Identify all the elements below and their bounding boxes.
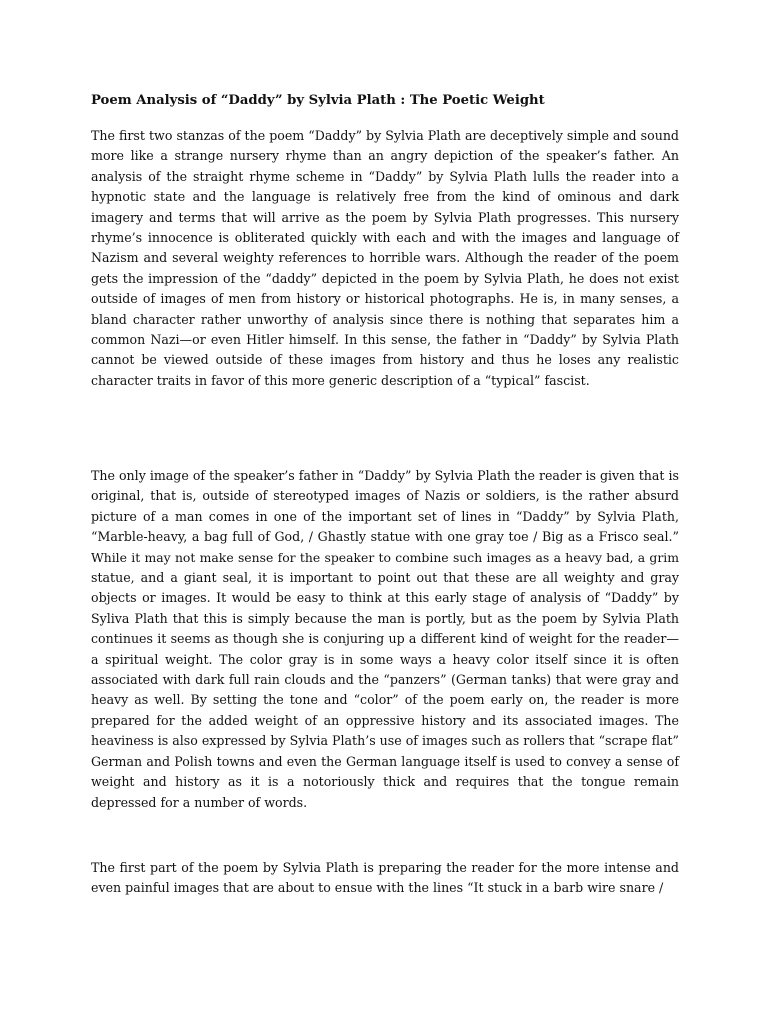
- paragraph-line: common Nazi—or even Hitler himself. In this sense, the father in “Daddy” by Sylvia Plath: [91, 332, 679, 348]
- paragraph-line: The first two stanzas of the poem “Daddy” by Sylvia Plath are deceptively simple and sound: [91, 128, 679, 143]
- paragraph-line: hypnotic state and the language is relatively free from the kind of ominous and dark: [91, 189, 679, 205]
- paragraph-line: gets the impression of the “daddy” depicted in the poem by Sylvia Plath, he does not exist: [91, 270, 679, 286]
- paragraph-line: continues it seems as though she is conjuring up a different kind of weight for the reader—: [91, 631, 679, 647]
- paragraph-line: “Marble-heavy, a bag full of God, / Ghastly statue with one gray toe / Big as a Frisco seal.”: [91, 529, 679, 545]
- paragraph-line: objects or images. It would be easy to think at this early stage of analysis of “Daddy” by: [91, 590, 679, 606]
- paragraph-line: analysis of the straight rhyme scheme in “Daddy” by Sylvia Plath lulls the reader into a: [91, 168, 679, 184]
- paragraph-line: a spiritual weight. The color gray is in some ways a heavy color itself since it is often: [91, 651, 679, 667]
- paragraph-line: The only image of the speaker’s father in “Daddy” by Sylvia Plath the reader is given that is: [91, 468, 679, 483]
- paragraph-line: Nazism and several weighty references to horrible wars. Although the reader of the poem: [91, 250, 679, 266]
- document-page: [91, 90, 679, 896]
- paragraph-line: bland character rather unworthy of analysis since there is nothing that separates him a: [91, 311, 679, 327]
- paragraph-line: While it may not make sense for the speaker to combine such images as a heavy bad, a grim: [91, 549, 679, 565]
- paragraph-line: rhyme’s innocence is obliterated quickly with each and with the images and language of: [91, 230, 679, 246]
- paragraph-line: statue, and a giant seal, it is important to point out that these are all weighty and gray: [91, 570, 679, 586]
- paragraph-line: even painful images that are about to ensue with the lines “It stuck in a barb wire snare /: [91, 880, 664, 896]
- paragraph-line: The first part of the poem by Sylvia Plath is preparing the reader for the more intense and: [91, 860, 679, 875]
- paragraph-line: more like a strange nursery rhyme than an angry depiction of the speaker’s father. An: [91, 148, 679, 164]
- paragraph-line: depressed for a number of words.: [91, 794, 308, 810]
- paragraph-line: character traits in favor of this more generic description of a “typical” fascist.: [91, 372, 590, 388]
- paragraph-line: associated with dark full rain clouds and the “panzers” (German tanks) that were gray and: [91, 672, 679, 688]
- paragraph-line: heavy as well. By setting the tone and “color” of the poem early on, the reader is more: [91, 692, 679, 708]
- paragraph-line: German and Polish towns and even the German language itself is used to convey a sense of: [91, 753, 679, 769]
- paragraph-line: original, that is, outside of stereotyped images of Nazis or soldiers, is the rather absurd: [91, 488, 679, 504]
- paragraph-line: prepared for the added weight of an oppressive history and its associated images. The: [91, 712, 679, 728]
- paragraph-2: [91, 466, 679, 813]
- paragraph-line: heaviness is also expressed by Sylvia Plath’s use of images such as rollers that “scrape flat”: [91, 733, 679, 749]
- paragraph-line: imagery and terms that will arrive as the poem by Sylvia Plath progresses. This nursery: [91, 209, 679, 225]
- document-title: Poem Analysis of “Daddy” by Sylvia Plath : The Poetic Weight: [91, 93, 545, 108]
- paragraph-line: Syliva Plath that this is simply because the man is portly, but as the poem by Sylvia Plath: [91, 610, 679, 626]
- paragraph-1: [91, 126, 679, 391]
- paragraph-line: cannot be viewed outside of these images from history and thus he loses any realistic: [91, 352, 679, 368]
- paragraph-line: outside of images of men from history or historical photographs. He is, in many senses, a: [91, 291, 679, 307]
- paragraph-line: weight and history as it is a notoriously thick and requires that the tongue remain: [91, 774, 679, 790]
- paragraph-3: [91, 858, 679, 899]
- paragraph-line: picture of a man comes in one of the important set of lines in “Daddy” by Sylvia Plath,: [91, 508, 679, 524]
